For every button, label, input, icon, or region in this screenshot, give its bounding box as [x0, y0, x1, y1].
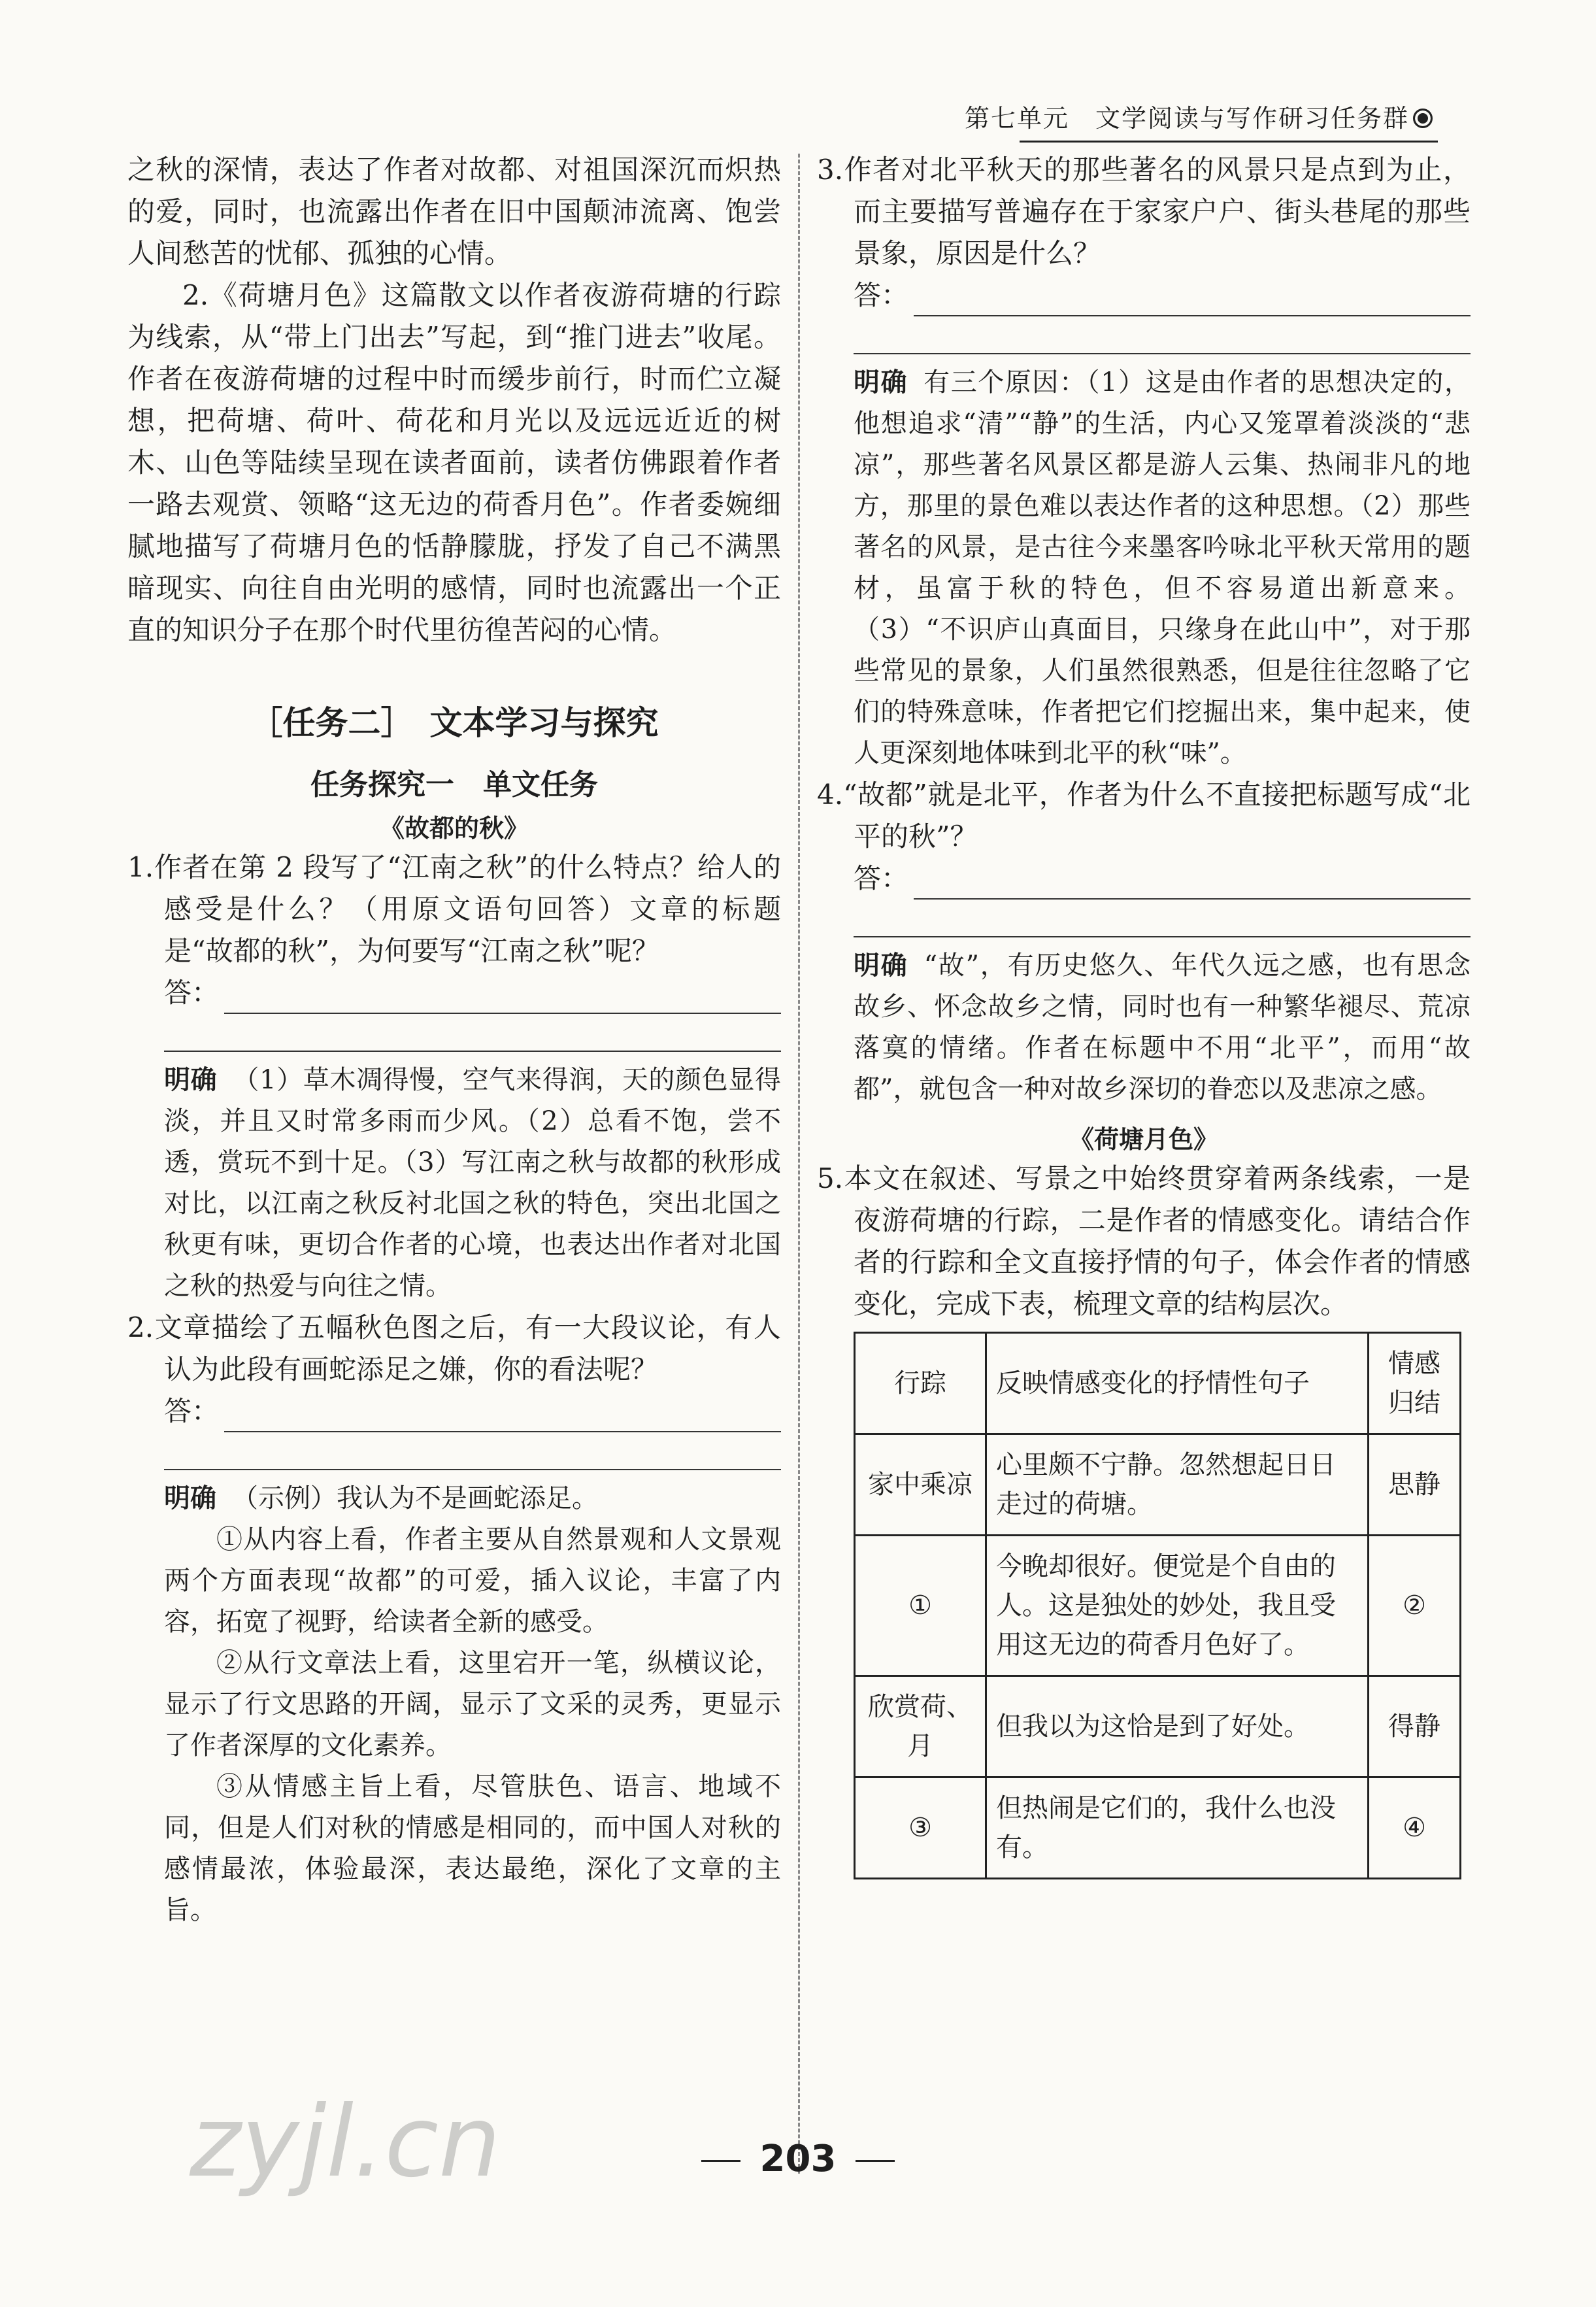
question-5: 5.本文在叙述、写景之中始终贯穿着两条线索，一是夜游荷塘的行踪，二是作者的情感变化。请结合作者的行踪和全文直接抒情的句子，体会作者的情感变化，完成下表，梳理文章的结构层次。: [817, 1162, 1471, 1320]
answer-label: 答：: [164, 1395, 220, 1427]
answer-line-2[interactable]: [164, 1390, 781, 1432]
answer-2-intro: （示例）我认为不是画蛇添足。: [232, 1483, 598, 1513]
separator-line: [854, 936, 1471, 937]
question-2: 2.文章描绘了五幅秋色图之后，有一大段议论，有人认为此段有画蛇添足之嫌，你的看法呢？: [127, 1311, 781, 1385]
table-cell: 思静: [1369, 1434, 1461, 1536]
intro-paragraph: 之秋的深情，表达了作者对故都、对祖国深沉而炽热的爱，同时，也流露出作者在旧中国颠沛流离、饱尝人间愁苦的忧郁、孤独的心情。: [127, 154, 781, 269]
paragraph-2: 2.《荷塘月色》这篇散文以作者夜游荷塘的行踪为线索，从“带上门出去”写起，到“推门进去”收尾。作者在夜游荷塘的过程中时而缓步前行，时而伫立凝想，把荷塘、荷叶、荷花和月光以及远远近近的树木、山色等陆续呈现在读者面前，读者仿佛跟着作者一路去观赏、领略“这无边的荷香月色”。作者委婉细腻地描写了荷塘月色的恬静朦胧，抒发了自己不满黑暗现实、向往自由光明的感情，同时也流露出一个正直的知识分子在那个时代里彷徨苦闷的心情。: [127, 279, 781, 646]
table-header-cell: 行踪: [855, 1333, 986, 1434]
table-row: [855, 1777, 1461, 1879]
answer-4-text: “故”，有历史悠久、年代久远之感，也有思念故乡、怀念故乡之情，同时也有一种繁华褪尽、荒凉落寞的情绪。作者在标题中不用“北平”，而用“故都”，就包含一种对故乡深切的眷恋以及悲凉之感。: [854, 951, 1471, 1104]
table-cell: 心里颇不宁静。忽然想起日日走过的荷塘。: [986, 1434, 1369, 1536]
table-header-cell: 反映情感变化的抒情性句子: [986, 1333, 1369, 1434]
answer-line-4[interactable]: [854, 858, 1471, 900]
answer-blank[interactable]: [224, 986, 781, 1014]
task-title: ［任务二］ 文本学习与探究: [250, 704, 659, 742]
answer-key-label: 明确: [164, 1065, 218, 1095]
separator-line: [164, 1051, 781, 1052]
answer-key-label: 明确: [164, 1483, 216, 1513]
answer-line-1[interactable]: [164, 972, 781, 1014]
answer-blank[interactable]: [914, 872, 1471, 900]
structure-table: [854, 1332, 1461, 1879]
table-header-cell: 情感归结: [1369, 1333, 1461, 1434]
column-divider: [798, 154, 800, 2174]
watermark: zyjl.cn: [190, 2085, 501, 2199]
table-cell-blank[interactable]: ④: [1369, 1777, 1461, 1879]
table-cell-blank[interactable]: ③: [855, 1777, 986, 1879]
answer-4: [854, 945, 1471, 1110]
answer-2-point-2: ②从行文章法上看，这里宕开一笔，纵横议论，显示了行文思路的开阔，显示了文采的灵秀，更显示了作者深厚的文化素养。: [164, 1648, 781, 1760]
right-column: [817, 149, 1471, 1879]
answer-blank[interactable]: [224, 1405, 781, 1432]
answer-label: 答：: [164, 977, 220, 1009]
work-title-gudu: 《故都的秋》: [379, 814, 529, 843]
table-cell: 得静: [1369, 1676, 1461, 1777]
question-1: 1.作者在第 2 段写了“江南之秋”的什么特点？给人的感受是什么？（用原文语句回答）文章的标题是“故都的秋”，为何要写“江南之秋”呢？: [127, 851, 781, 967]
answer-label: 答：: [854, 279, 909, 311]
answer-blank[interactable]: [914, 289, 1471, 316]
table-row: [855, 1676, 1461, 1777]
table-cell: 家中乘凉: [855, 1434, 986, 1536]
running-header-title: 第七单元 文学阅读与写作研习任务群: [964, 104, 1409, 133]
table-header-row: [855, 1333, 1461, 1434]
answer-line-3[interactable]: [854, 275, 1471, 316]
answer-3-text: 有三个原因：（1）这是由作者的思想决定的，他想追求“清”“静”的生活，内心又笼罩着淡淡的“悲凉”，那些著名风景区都是游人云集、热闹非凡的地方，那里的景色难以表达作者的这种思想。（2）那些著名的风景，是古往今来墨客吟咏北平秋天常用的题材，虽富于秋的特色，但不容易道出新意来。（3）“不识庐山真面目，只缘身在此山中”，对于那些常见的景象，人们虽然很熟悉，但是往往忽略了它们的特殊意味，作者把它们挖掘出来，集中起来，使人更深刻地体味到北平的秋“味”。: [854, 367, 1471, 768]
work-title-hetang: 《荷塘月色》: [1069, 1125, 1218, 1154]
table-cell: 欣赏荷、月: [855, 1676, 986, 1777]
table-row: [855, 1434, 1461, 1536]
table-cell: 但热闹是它们的，我什么也没有。: [986, 1777, 1369, 1879]
answer-key-label: 明确: [854, 367, 908, 397]
separator-line: [164, 1469, 781, 1470]
table-cell: 今晚却很好。便觉是个自由的人。这是独处的妙处，我且受用这无边的荷香月色好了。: [986, 1536, 1369, 1676]
running-header: [965, 98, 1433, 134]
answer-2: [164, 1478, 781, 1519]
page-number-text: 203: [759, 2138, 837, 2180]
question-4: 4.“故都”就是北平，作者为什么不直接把标题写成“北平的秋”？: [817, 779, 1471, 852]
answer-label: 答：: [854, 862, 909, 894]
answer-1-text: （1）草木凋得慢，空气来得润，天的颜色显得淡，并且又时常多雨而少风。（2）总看不饱，尝不透，赏玩不到十足。（3）写江南之秋与故都的秋形成对比，以江南之秋反衬北国之秋的特色，突出北国之秋更有味，更切合作者的心境，也表达出作者对北国之秋的热爱与向往之情。: [164, 1065, 782, 1301]
left-column: [127, 149, 781, 1931]
header-rule: [1020, 141, 1438, 143]
table-cell-blank[interactable]: ①: [855, 1536, 986, 1676]
separator-line: [854, 353, 1471, 354]
table-cell-blank[interactable]: ②: [1369, 1536, 1461, 1676]
table-row: [855, 1536, 1461, 1676]
page-number: [0, 2138, 1596, 2180]
answer-key-label: 明确: [854, 951, 908, 981]
sub-title: 任务探究一 单文任务: [310, 768, 598, 801]
question-3: 3.作者对北平秋天的那些著名的风景只是点到为止，而主要描写普遍存在于家家户户、街头巷尾的那些景象，原因是什么？: [817, 154, 1471, 269]
table-cell: 但我以为这恰是到了好处。: [986, 1676, 1369, 1777]
circle-dot-icon: [1413, 109, 1433, 128]
answer-2-point-3: ③从情感主旨上看，尽管肤色、语言、地域不同，但是人们对秋的情感是相同的，而中国人对秋的感情最浓，体验最深，表达最绝，深化了文章的主旨。: [164, 1772, 781, 1925]
answer-1: [164, 1060, 781, 1307]
answer-2-point-1: ①从内容上看，作者主要从自然景观和人文景观两个方面表现“故都”的可爱，插入议论，丰富了内容，拓宽了视野，给读者全新的感受。: [164, 1524, 781, 1637]
answer-3: [854, 362, 1471, 774]
